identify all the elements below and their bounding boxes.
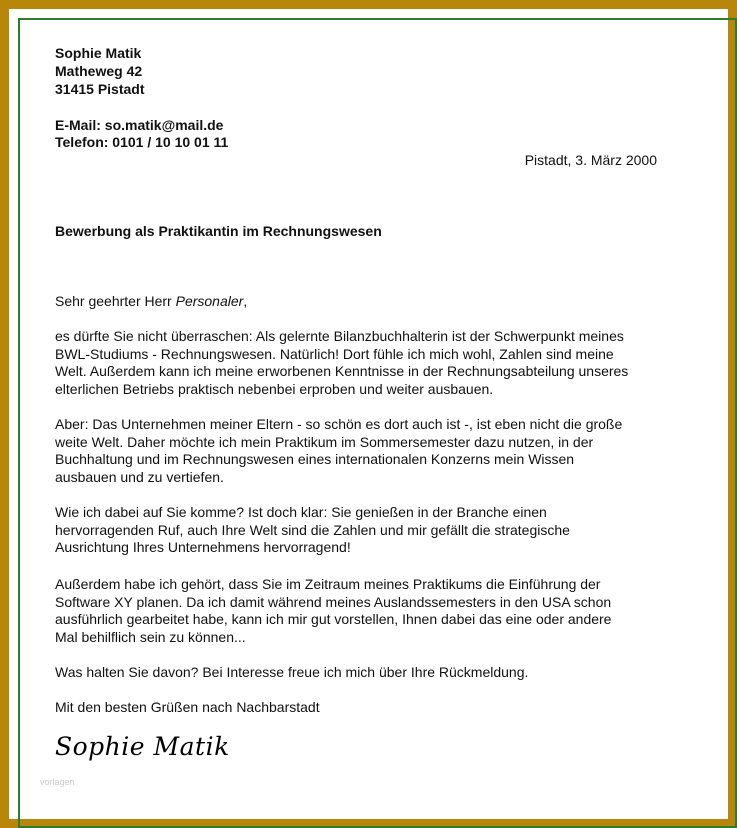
salutation-name: Personaler [175, 293, 244, 309]
paragraph-line: es dürfte Sie nicht überraschen: Als gelernte Bilanzbuchhalterin ist der Schwerpunkt meines [55, 328, 624, 344]
sender-phone: Telefon: 0101 / 10 10 01 11 [55, 134, 229, 150]
sender-name: Sophie Matik [55, 45, 142, 61]
sender-email: E-Mail: so.matik@mail.de [55, 117, 224, 133]
paragraph-line: Wie ich dabei auf Sie komme? Ist doch klar: Sie genießen in der Branche einen [55, 504, 547, 520]
paragraph-4 [55, 576, 611, 646]
salutation-prefix: Sehr geehrter Herr [55, 293, 176, 309]
paragraph-line: hervorragenden Ruf, auch Ihre Welt sind die Zahlen und mir gefällt die strategische [55, 521, 570, 538]
sender-city: 31415 Pistadt [55, 81, 145, 97]
paragraph-line: Software XY planen. Da ich damit während meines Auslandssemesters in den USA schon [55, 593, 612, 610]
paragraph-line: Was halten Sie davon? Bei Interesse freue ich mich über Ihre Rückmeldung. [55, 664, 529, 680]
paragraph-line: weite Welt. Daher möchte ich mein Praktikum im Sommersemester dazu nutzen, in der [55, 433, 594, 450]
sender-street: Matheweg 42 [55, 63, 143, 79]
paragraph-line: Welt. Außerdem kann ich meine erworbenen Kenntnisse in der Rechnungsabteilung unseres [55, 363, 629, 379]
paragraph-line: Außerdem habe ich gehört, dass Sie im Zeitraum meines Praktikums die Einführung der [55, 576, 601, 592]
paragraph-line: BWL-Studiums - Rechnungswesen. Natürlich! Dort fühle ich mich wohl, Zahlen sind meine [55, 345, 614, 362]
paragraph-line: Buchhaltung und im Rechnungswesen eines internationalen Konzerns mein Wissen [55, 451, 575, 467]
letter-closing: Mit den besten Grüßen nach Nachbarstadt [55, 699, 320, 715]
salutation-suffix: , [243, 293, 248, 309]
letter-date: Pistadt, 3. März 2000 [524, 152, 657, 168]
paragraph-1 [55, 328, 628, 398]
paragraph-line: Ausrichtung Ihres Unternehmens hervorragend! [55, 539, 351, 555]
paragraph-line: ausführlich gearbeitet habe, kann ich mir gut vorstellen, Ihnen dabei das eine oder andere [55, 611, 612, 627]
paragraph-line: Mal behilflich sein zu können... [55, 628, 246, 645]
salutation [55, 293, 247, 310]
letter-subject: Bewerbung als Praktikantin im Rechnungswesen [55, 223, 382, 239]
paragraph-line: elterlichen Betriebs praktisch nebenbei erproben und weiter ausbauen. [55, 380, 494, 397]
paragraph-3 [55, 504, 570, 557]
paragraph-2 [55, 416, 622, 486]
watermark: vorlagen [40, 777, 75, 787]
paragraph-line: ausbauen und zu vertiefen. [55, 468, 224, 485]
handwritten-signature: Sophie Matik [55, 732, 230, 761]
paragraph-line: Aber: Das Unternehmen meiner Eltern - so schön es dort auch ist -, ist eben nicht die große [55, 416, 623, 432]
paragraph-5 [55, 664, 528, 682]
